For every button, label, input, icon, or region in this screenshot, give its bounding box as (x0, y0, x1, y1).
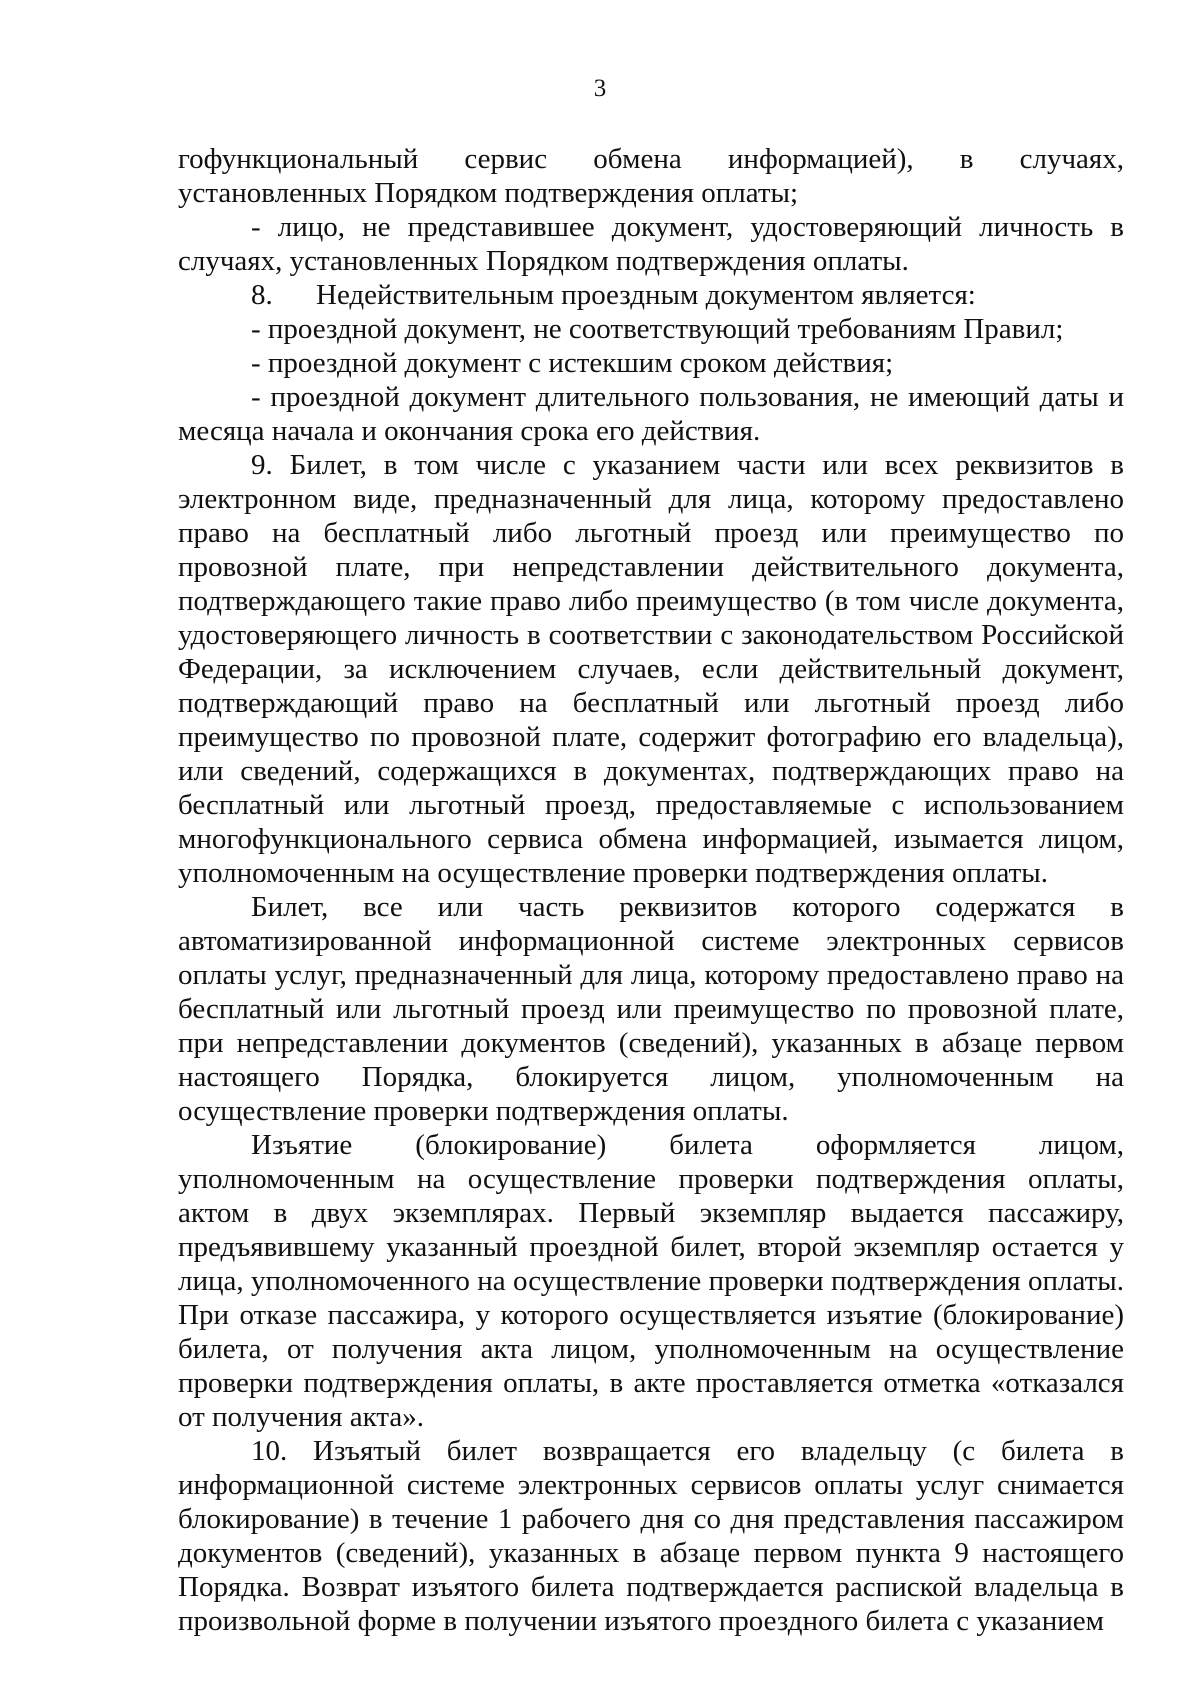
paragraph-heading: Недействительным проездным документом является: (316, 279, 976, 311)
list-item-long-term-no-date: - проездной документ длительного пользования, не имеющий даты и месяца начала и окончания срока его действия. (178, 381, 1124, 447)
page-number: 3 (593, 75, 607, 102)
list-item-expired: - проездной документ с истекшим сроком действия; (251, 347, 894, 379)
list-item-invalid-rules: - проездной документ, не соответствующий требованиям Правил; (251, 313, 1064, 345)
document-body (178, 142, 1124, 1638)
numbered-paragraph-8 (178, 278, 1124, 312)
paragraph-continuation: гофункциональный сервис обмена информацией), в случаях, установленных Порядком подтверждения оплаты; (178, 143, 1124, 209)
paragraph-number: 8. (251, 279, 273, 311)
paragraph-10: 10. Изъятый билет возвращается его владельцу (с билета в информационной системе электронных сервисов оплаты услуг снимается блокирование) в течение 1 рабочего дня со дня представления пассажиром документов (сведений), указанных в абзаце первом пункта 9 настоящего Порядка. Возврат изъятого билета подтверждается распиской владельца в произвольной форме в получении изъятого проездного билета с указанием (178, 1435, 1124, 1637)
list-item-no-identity-document: - лицо, не представившее документ, удостоверяющий личность в случаях, установленных Порядком подтверждения оплаты. (178, 211, 1124, 277)
paragraph-seizure-act: Изъятие (блокирование) билета оформляется лицом, уполномоченным на осуществление проверки подтверждения оплаты, актом в двух экземплярах. Первый экземпляр выдается пассажиру, предъявившему указанный проездной билет, второй экземпляр остается у лица, уполномоченного на осуществление проверки подтверждения оплаты. При отказе пассажира, у которого осуществляется изъятие (блокирование) билета, от получения акта лицом, уполномоченным на осуществление проверки подтверждения оплаты, в акте проставляется отметка «отказался от получения акта». (178, 1129, 1124, 1433)
paragraph-ticket-blocking: Билет, все или часть реквизитов которого содержатся в автоматизированной информационной системе электронных сервисов оплаты услуг, предназначенный для лица, которому предоставлено право на бесплатный или льготный проезд или преимущество по провозной плате, при непредставлении документов (сведений), указанных в абзаце первом настоящего Порядка, блокируется лицом, уполномоченным на осуществление проверки подтверждения оплаты. (178, 891, 1124, 1127)
paragraph-9: 9. Билет, в том числе с указанием части или всех реквизитов в электронном виде, предназначенный для лица, которому предоставлено право на бесплатный либо льготный проезд или преимущество по провозной плате, при непредставлении действительного документа, подтверждающего такие право либо преимущество (в том числе документа, удостоверяющего личность в соответствии с законодательством Российской Федерации, за исключением случаев, если действительный документ, подтверждающий право на бесплатный или льготный проезд либо преимущество по провозной плате, содержит фотографию его владельца), или сведений, содержащихся в документах, подтверждающих право на бесплатный или льготный проезд, предоставляемые с использованием многофункционального сервиса обмена информацией, изымается лицом, уполномоченным на осуществление проверки подтверждения оплаты. (178, 449, 1124, 889)
